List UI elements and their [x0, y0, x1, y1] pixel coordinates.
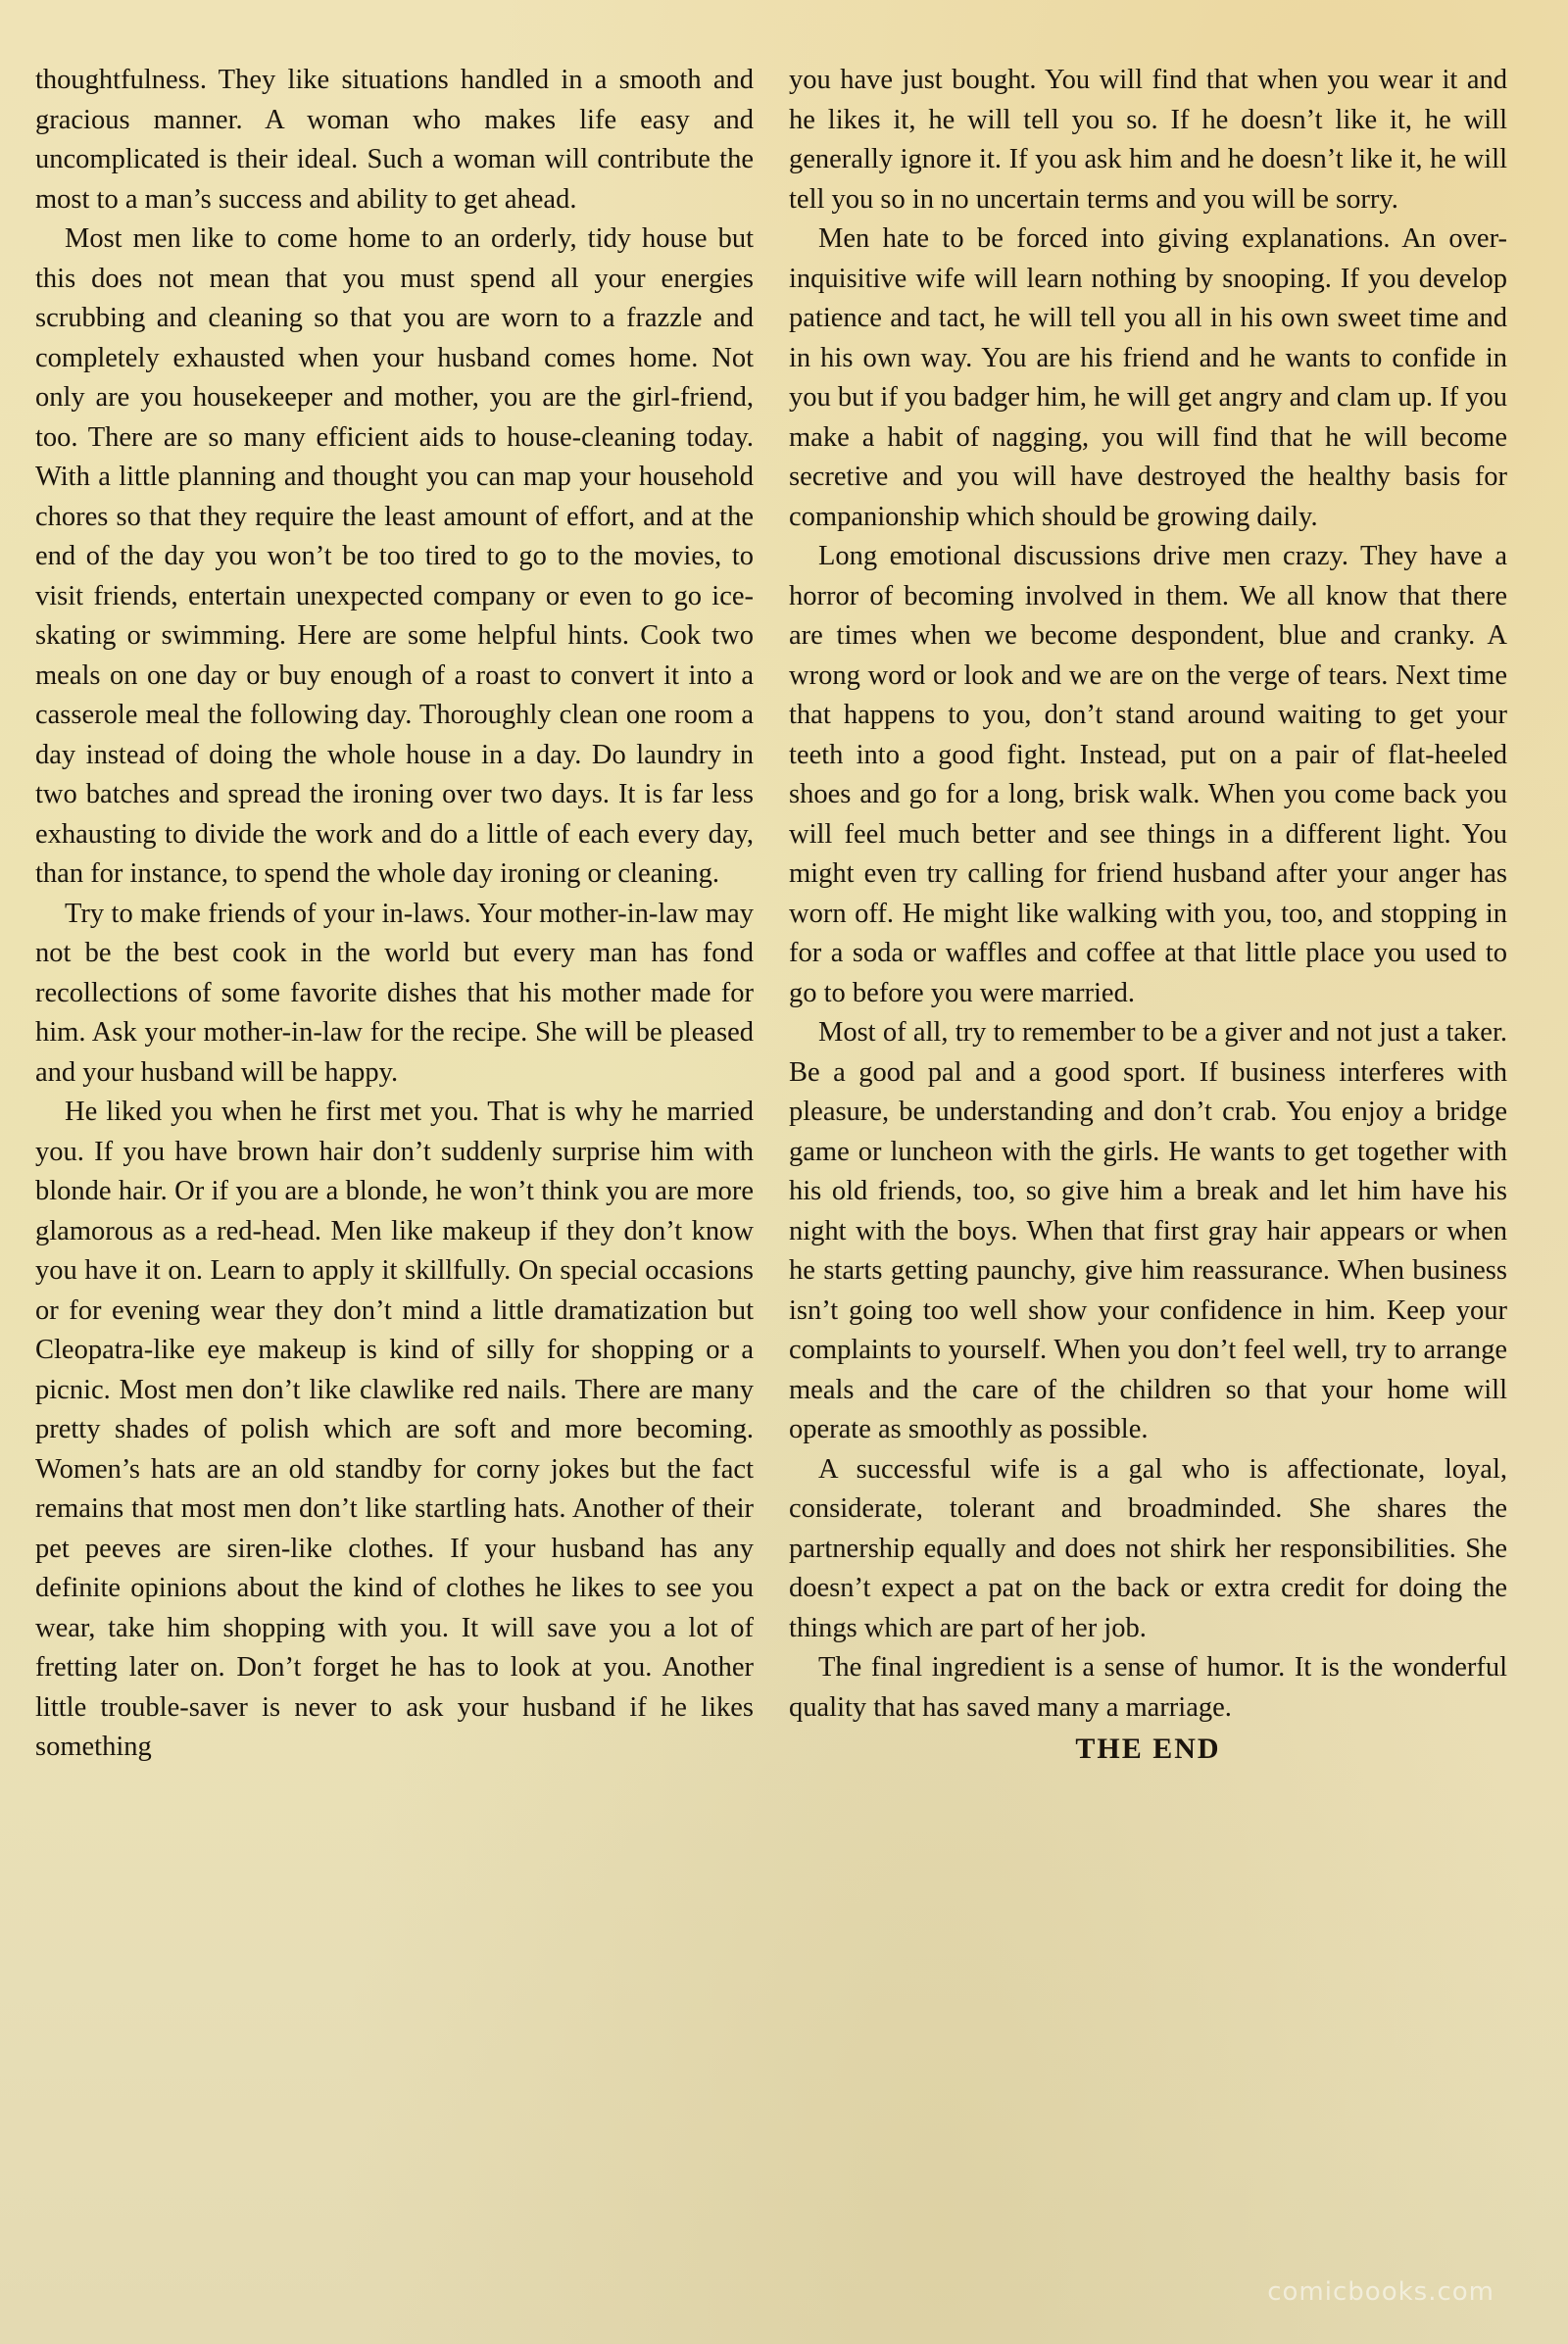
paragraph-thoughtfulness: thoughtfulness. They like situations handled in a smooth and gracious manner. A woman who makes life easy and uncomplicated is their ideal. Such a woman will contribute the most to a man’s success and ability to get ahead. [35, 65, 754, 215]
watermark-text: comicbooks.com [1267, 2277, 1494, 2307]
paragraph-explanations: Men hate to be forced into giving explanations. An over-inquisitive wife will learn nothing by snooping. If you develop patience and tact, he will tell you all in his own sweet time and in his own way. You are his friend and he wants to confide in you but if you badger him, he will get angry and clam up. If you make a habit of nagging, you will find that he will become secretive and you will have destroyed the healthy basis for companionship which should be growing daily. [789, 223, 1507, 532]
paragraph-orderly-house: Most men like to come home to an orderly, tidy house but this does not mean that you must spend all your energies scrubbing and cleaning so that you are worn to a frazzle and completely exhausted when your husband comes home. Not only are you housekeeper and mother, you are the girl-friend, too. There are so many efficient aids to house-cleaning today. With a little planning and thought you can map your household chores so that they require the least amount of effort, and at the end of the day you won’t be too tired to go to the movies, to visit friends, entertain unexpected company or even to go ice-skating or swimming. Here are some helpful hints. Cook two meals on one day or buy enough of a roast to convert it into a casserole meal the following day. Thoroughly clean one room a day instead of doing the whole house in a day. Do laundry in two batches and spread the ironing over two days. It is far less exhausting to divide the work and do a little of each every day, than for instance, to spend the whole day ironing or cleaning. [35, 223, 754, 889]
right-text-column [789, 61, 1507, 2197]
paragraph-first-met: He liked you when he first met you. That is why he married you. If you have brown hair don’t suddenly surprise him with blonde hair. Or if you are a blonde, he won’t think you are more glamorous as a red-head. Men like makeup if they don’t know you have it on. Learn to apply it skillfully. On special occasions or for evening wear they don’t mind a little dramatization but Cleopatra-like eye makeup is kind of silly for shopping or a picnic. Most men don’t like clawlike red nails. There are many pretty shades of polish which are soft and more becoming. Women’s hats are an old standby for corny jokes but the fact remains that most men don’t like startling hats. Another of their pet peeves are siren-like clothes. If your husband has any definite opinions about the kind of clothes he likes to see you wear, take him shopping with you. It will save you a lot of fretting later on. Don’t forget he has to look at you. Another little trouble-saver is never to ask your husband if he likes something [35, 1097, 754, 1762]
left-text-column [35, 61, 754, 2197]
paragraph-humor: The final ingredient is a sense of humor. It is the wonderful quality that has saved many a marriage. [789, 1652, 1507, 1723]
paragraph-giver: Most of all, try to remember to be a giver and not just a taker. Be a good pal and a good sport. If business interferes with pleasure, be understanding and don’t crab. You enjoy a bridge game or luncheon with the girls. He wants to get together with his old friends, too, so give him a break and let him have his night with the boys. When that first gray hair appears or when he starts getting paunchy, give him reassurance. When business isn’t going too well show your confidence in him. Keep your complaints to yourself. When you don’t feel well, try to arrange meals and the care of the children so that your home will operate as smoothly as possible. [789, 1017, 1507, 1444]
the-end-heading: THE END [1075, 1733, 1221, 1765]
paragraph-emotional-discussions: Long emotional discussions drive men crazy. They have a horror of becoming involved in them. We all know that there are times when we become despondent, blue and cranky. A wrong word or look and we are on the verge of tears. Next time that happens to you, don’t stand around waiting to get your teeth into a good fight. Instead, put on a pair of flat-heeled shoes and go for a long, brisk walk. When you come back you will feel much better and see things in a different light. You might even try calling for friend husband after your anger has worn off. He might like walking with you, too, and stopping in for a soda or waffles and coffee at that little place you used to go to before you were married. [789, 541, 1507, 1008]
paragraph-just-bought: you have just bought. You will find that when you wear it and he likes it, he will tell you so. If he doesn’t like it, he will generally ignore it. If you ask him and he doesn’t like it, he will tell you so in no uncertain terms and you will be sorry. [789, 65, 1507, 215]
paragraph-successful-wife: A successful wife is a gal who is affectionate, loyal, considerate, tolerant and broadminded. She shares the partnership equally and does not shirk her responsibilities. She doesn’t expect a pat on the back or extra credit for doing the things which are part of her job. [789, 1453, 1507, 1643]
paragraph-in-laws: Try to make friends of your in-laws. Your mother-in-law may not be the best cook in the world but every man has fond recollections of some favorite dishes that his mother made for him. Ask your mother-in-law for the recipe. She will be pleased and your husband will be happy. [35, 898, 754, 1088]
